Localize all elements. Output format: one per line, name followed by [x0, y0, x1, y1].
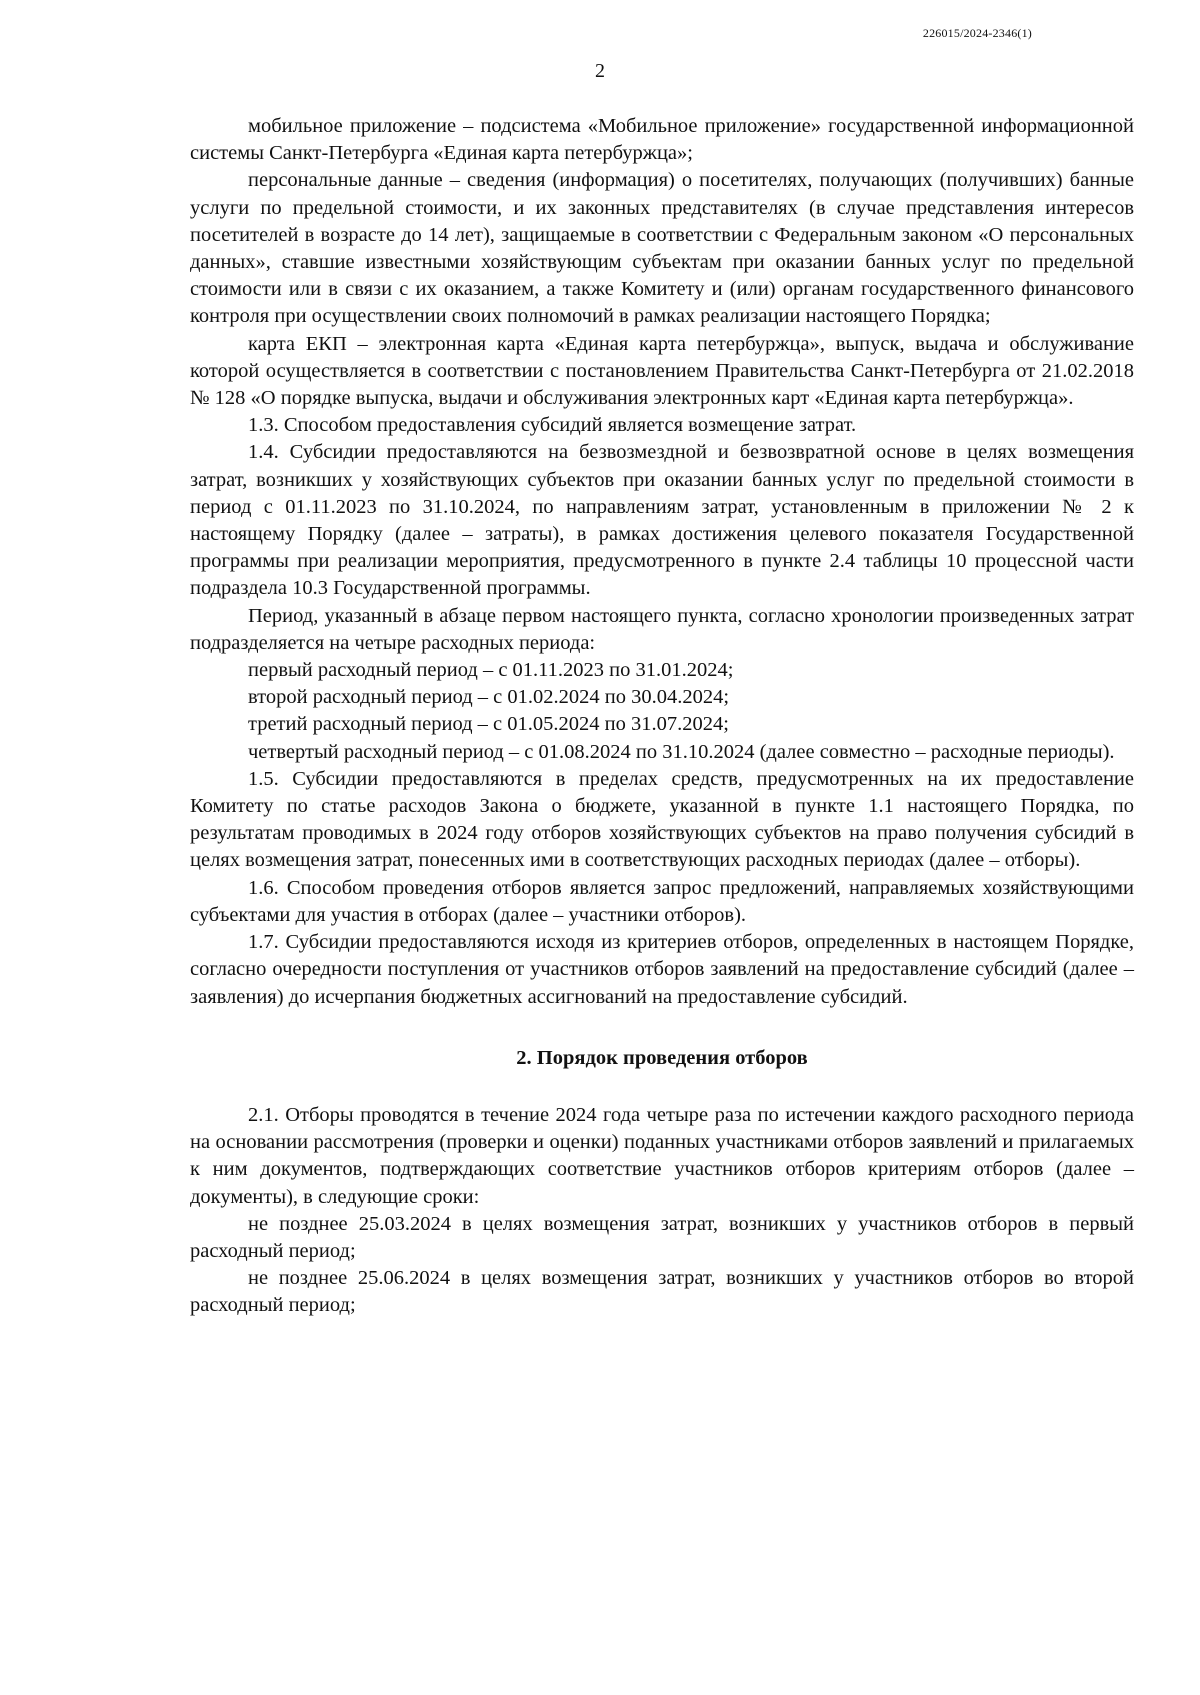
document-body	[190, 113, 1134, 1320]
paragraph: 1.3. Способом предоставления субсидий является возмещение затрат.	[248, 414, 857, 437]
page-number: 2	[595, 60, 605, 82]
paragraph: мобильное приложение – подсистема «Мобильное приложение» государственной информационной системы Санкт-Петербурга «Единая карта петербуржца»;	[190, 115, 1134, 165]
paragraph: второй расходный период – с 01.02.2024 по 30.04.2024;	[248, 686, 730, 709]
paragraph: Период, указанный в абзаце первом настоящего пункта, согласно хронологии произведенных затрат подразделяется на четыре расходных периода:	[190, 604, 1134, 654]
paragraph: 1.7. Субсидии предоставляются исходя из критериев отборов, определенных в настоящем Порядке, согласно очередности поступления от участников отборов заявлений на предоставление субсидий (далее – заявления) до исчерпания бюджетных ассигнований на предоставление субсидий.	[190, 931, 1134, 1008]
document-registration-number: 226015/2024-2346(1)	[922, 26, 1032, 40]
paragraph: не позднее 25.03.2024 в целях возмещения затрат, возникших у участников отборов в первый расходный период;	[190, 1212, 1134, 1262]
paragraph: 1.6. Способом проведения отборов является запрос предложений, направляемых хозяйствующими субъектами для участия в отборах (далее – участники отборов).	[190, 876, 1134, 926]
paragraph: третий расходный период – с 01.05.2024 по 31.07.2024;	[248, 713, 729, 736]
paragraph: 2.1. Отборы проводятся в течение 2024 года четыре раза по истечении каждого расходного периода на основании рассмотрения (проверки и оценки) поданных участниками отборов заявлений и прилагаемых к ним документов, подтверждающих соответствие участников отборов критериям отборов (далее – документы), в следующие сроки:	[190, 1103, 1134, 1208]
paragraph: 1.5. Субсидии предоставляются в пределах средств, предусмотренных на их предоставление Комитету по статье расходов Закона о бюджете, указанной в пункте 1.1 настоящего Порядка, по результатам проводимых в 2024 году отборов хозяйствующих субъектов на право получения субсидий в целях возмещения затрат, понесенных ими в соответствующих расходных периодах (далее – отборы).	[190, 767, 1134, 872]
paragraph: 1.4. Субсидии предоставляются на безвозмездной и безвозвратной основе в целях возмещения затрат, возникших у хозяйствующих субъектов при оказании банных услуг по предельной стоимости в период с 01.11.2023 по 31.10.2024, по направлениям затрат, установленным в приложении № 2 к настоящему Порядку (далее – затраты), в рамках достижения целевого показателя Государственной программы при реализации мероприятия, предусмотренного в пункте 2.4 таблицы 10 процессной части подраздела 10.3 Государственной программы.	[190, 441, 1134, 600]
paragraph: карта ЕКП – электронная карта «Единая карта петербуржца», выпуск, выдача и обслуживание которой осуществляется в соответствии с постановлением Правительства Санкт-Петербурга от 21.02.2018 № 128 «О порядке выпуска, выдачи и обслуживания электронных карт «Единая карта петербуржца».	[190, 332, 1134, 410]
paragraph: персональные данные – сведения (информация) о посетителях, получающих (получивших) банные услуги по предельной стоимости, и их законных представителях (в случае представления интересов посетителей в возрасте до 14 лет), защищаемые в соответствии с Федеральным законом «О персональных данных», ставшие известными хозяйствующим субъектам при оказании банных услуг по предельной стоимости или в связи с их оказанием, а также Комитету и (или) органам государственного финансового контроля при осуществлении своих полномочий в рамках реализации настоящего Порядка;	[190, 169, 1134, 328]
section-heading: 2. Порядок проведения отборов	[516, 1046, 808, 1069]
paragraph: не позднее 25.06.2024 в целях возмещения затрат, возникших у участников отборов во второй расходный период;	[190, 1267, 1134, 1317]
paragraph: первый расходный период – с 01.11.2023 по 31.01.2024;	[248, 659, 734, 682]
paragraph: четвертый расходный период – с 01.08.2024 по 31.10.2024 (далее совместно – расходные периоды).	[248, 740, 1115, 763]
